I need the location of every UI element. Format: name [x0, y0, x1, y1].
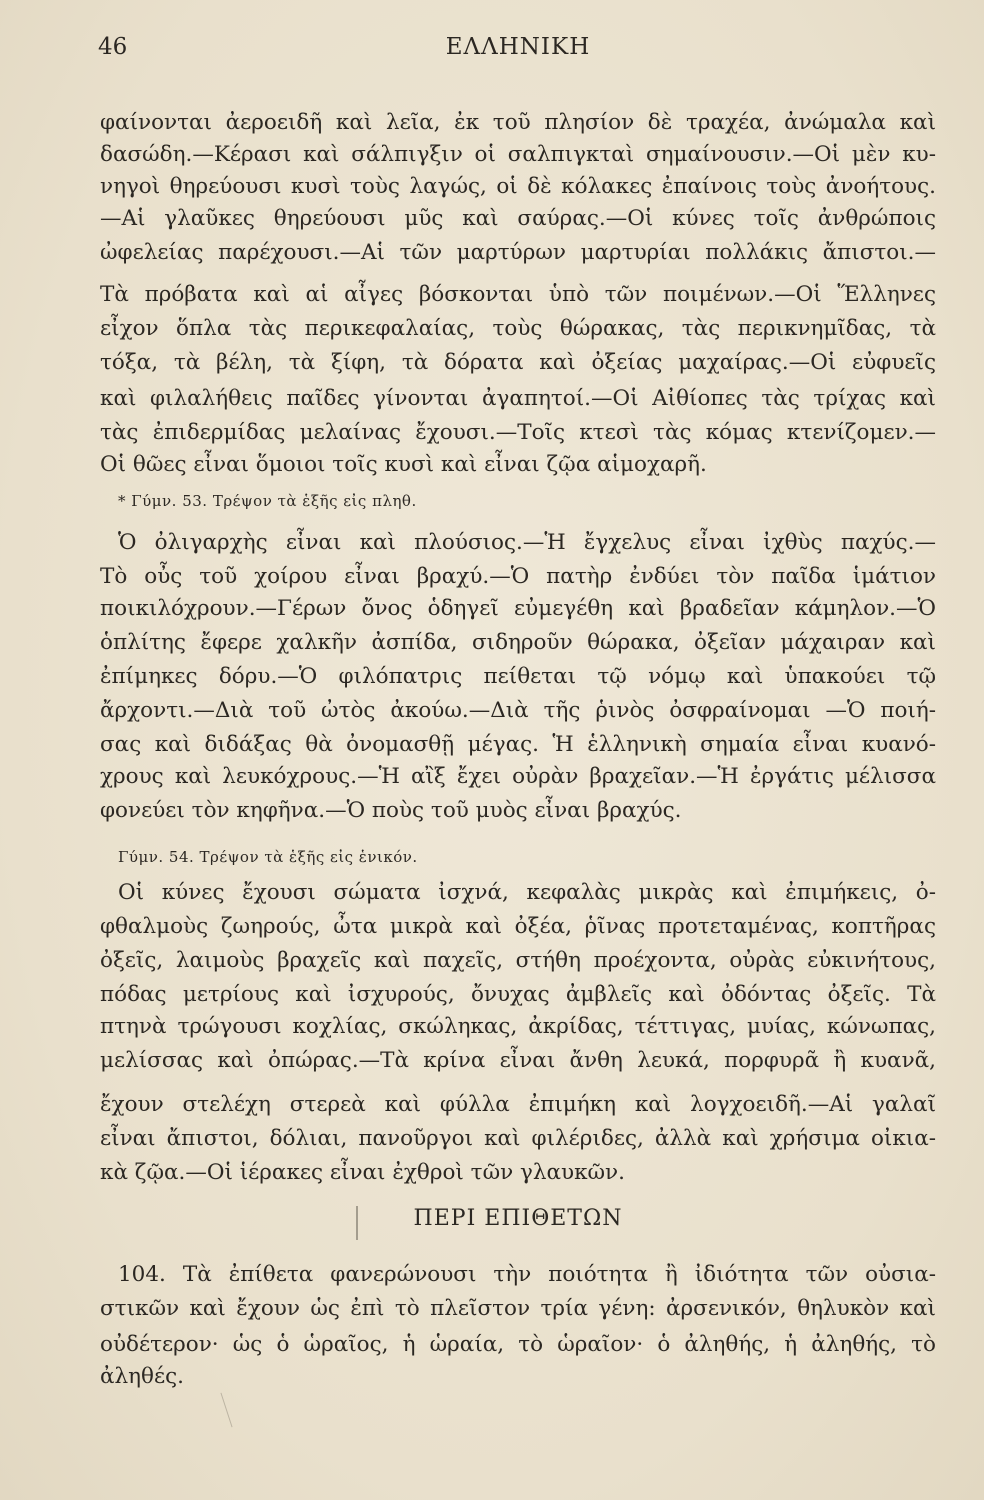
exercise-53-heading: * Γύμν. 53. Τρέψον τὰ ἑξῆς εἰς πληθ. [118, 492, 417, 510]
text-line: φαίνονται ἀεροειδῆ καὶ λεῖα, ἐκ τοῦ πλησίον δὲ τραχέα, ἀνώμαλα καὶ [100, 110, 936, 135]
text-line: —Αἱ γλαῦκες θηρεύουσι μῦς καὶ σαύρας.—Οἱ κύνες τοῖς ἀνθρώποις [100, 206, 936, 231]
text-line: ἀληθές. [100, 1364, 184, 1389]
text-line: καὶ φιλαλήθεις παῖδες γίνονται ἀγαπητοί.—Οἱ Αἰθίοπες τὰς τρίχας καὶ [100, 386, 936, 411]
text-line: εἶναι ἄπιστοι, δόλιαι, πανοῦργοι καὶ φιλέριδες, ἀλλὰ καὶ χρήσιμα οἰκια- [100, 1126, 936, 1151]
text-line: ἄρχοντι.—Διὰ τοῦ ὠτὸς ἀκούω.—Διὰ τῆς ῥινὸς ὀσφραίνομαι —Ὁ ποιή- [100, 698, 936, 723]
page-header [98, 34, 938, 68]
text-line: μελίσσας καὶ ὀπώρας.—Τὰ κρίνα εἶναι ἄνθη λευκά, πορφυρᾶ ἢ κυανᾶ, [100, 1048, 936, 1073]
text-line: ἐπίμηκες δόρυ.—Ὁ φιλόπατρις πείθεται τῷ νόμῳ καὶ ὑπακούει τῷ [100, 664, 936, 689]
text-line: φονεύει τὸν κηφῆνα.—Ὁ ποὺς τοῦ μυὸς εἶναι βραχύς. [100, 798, 682, 823]
text-line: ἔχουν στελέχη στερεὰ καὶ φύλλα ἐπιμήκη καὶ λογχοειδῆ.—Αἱ γαλαῖ [100, 1092, 936, 1117]
text-line: εἶχον ὅπλα τὰς περικεφαλαίας, τοὺς θώρακας, τὰς περικνημῖδας, τὰ [100, 316, 936, 341]
text-line: ποικιλόχρουν.—Γέρων ὄνος ὁδηγεῖ εὐμεγέθη καὶ βραδεῖαν κάμηλον.—Ὁ [100, 596, 936, 621]
text-line: χρους καὶ λευκόχρους.—Ἡ αἲξ ἔχει οὐρὰν βραχεῖαν.—Ἡ ἐργάτις μέλισσα [100, 764, 936, 789]
text-line: νηγοὶ θηρεύουσι κυσὶ τοὺς λαγώς, οἱ δὲ κόλακες ἐπαίνοις τοὺς ἀνοήτους. [100, 174, 936, 199]
section-heading: ΠΕΡΙ ΕΠΙΘΕΤΩΝ [413, 1206, 623, 1231]
text-line: 104. Τὰ ἐπίθετα φανερώνουσι τὴν ποιότητα ἢ ἰδιότητα τῶν οὐσια- [118, 1262, 936, 1287]
text-line: Ὁ ὀλιγαρχὴς εἶναι καὶ πλούσιος.—Ἡ ἔγχελυς εἶναι ἰχθὺς παχύς.— [118, 530, 936, 555]
text-line: Τὸ οὖς τοῦ χοίρου εἶναι βραχύ.—Ὁ πατὴρ ἐνδύει τὸν παῖδα ἱμάτιον [100, 564, 936, 589]
text-line: ὁπλίτης ἔφερε χαλκῆν ἀσπίδα, σιδηροῦν θώρακα, ὀξεῖαν μάχαιραν καὶ [100, 630, 936, 655]
text-line: οὐδέτερον· ὡς ὁ ὡραῖος, ἡ ὡραία, τὸ ὡραῖον· ὁ ἀληθής, ἡ ἀληθής, τὸ [100, 1332, 936, 1357]
text-line: ὀξεῖς, λαιμοὺς βραχεῖς καὶ παχεῖς, στήθη προέχοντα, οὐρὰς εὐκινήτους, [100, 948, 936, 973]
text-line: Οἱ θῶες εἶναι ὅμοιοι τοῖς κυσὶ καὶ εἶναι ζῷα αἱμοχαρῆ. [100, 452, 707, 477]
scan-mark [220, 1393, 232, 1428]
text-line: πόδας μετρίους καὶ ἰσχυρούς, ὄνυχας ἀμβλεῖς καὶ ὀδόντας ὀξεῖς. Τὰ [100, 982, 936, 1007]
text-line: Οἱ κύνες ἔχουσι σώματα ἰσχνά, κεφαλὰς μικρὰς καὶ ἐπιμήκεις, ὀ- [118, 880, 936, 905]
text-line: δασώδη.—Κέρασι καὶ σάλπιγξιν οἱ σαλπιγκταὶ σημαίνουσιν.—Οἱ μὲν κυ- [100, 142, 936, 167]
running-head: ΕΛΛΗΝΙΚΗ [445, 34, 591, 60]
scan-mark [356, 1206, 358, 1240]
text-line: Τὰ πρόβατα καὶ αἱ αἶγες βόσκονται ὑπὸ τῶν ποιμένων.—Οἱ Ἕλληνες [100, 282, 936, 307]
text-line: στικῶν καὶ ἔχουν ὡς ἐπὶ τὸ πλεῖστον τρία γένη: ἀρσενικόν, θηλυκὸν καὶ [100, 1296, 936, 1321]
text-line: πτηνὰ τρώγουσι κοχλίας, σκώληκας, ἀκρίδας, τέττιγας, μυίας, κώνωπας, [100, 1014, 936, 1039]
text-line: ὠφελείας παρέχουσι.—Αἱ τῶν μαρτύρων μαρτυρίαι πολλάκις ἄπιστοι.— [100, 240, 936, 265]
text-line: τὰς ἐπιδερμίδας μελαίνας ἔχουσι.—Τοῖς κτεσὶ τὰς κόμας κτενίζομεν.— [100, 420, 936, 445]
text-line: σας καὶ διδάξας θὰ ὀνομασθῇ μέγας. Ἡ ἑλληνικὴ σημαία εἶναι κυανό- [100, 732, 936, 757]
text-line: φθαλμοὺς ζωηρούς, ὦτα μικρὰ καὶ ὀξέα, ῥῖνας προτεταμένας, κοπτῆρας [100, 914, 936, 939]
exercise-54-heading: Γύμν. 54. Τρέψον τὰ ἑξῆς εἰς ἑνικόν. [118, 848, 418, 866]
text-line: τόξα, τὰ βέλη, τὰ ξίφη, τὰ δόρατα καὶ ὀξείας μαχαίρας.—Οἱ εὐφυεῖς [100, 350, 936, 375]
page-number: 46 [98, 34, 128, 60]
text-line: κὰ ζῷα.—Οἱ ἱέρακες εἶναι ἐχθροὶ τῶν γλαυκῶν. [100, 1160, 625, 1185]
